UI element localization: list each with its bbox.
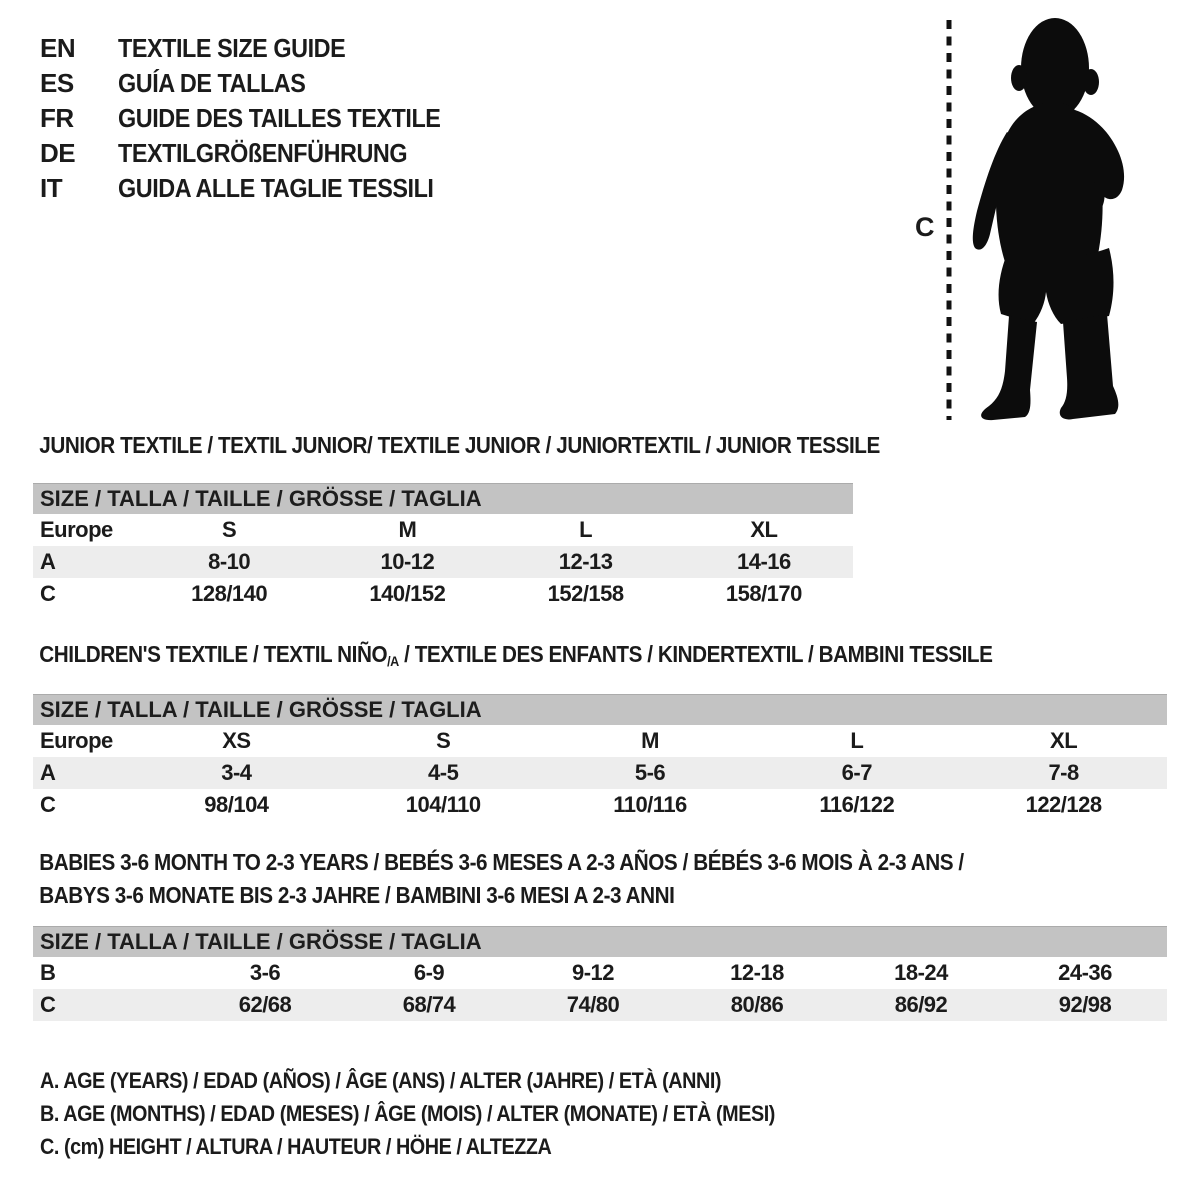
height-dashed-line-icon	[946, 20, 952, 420]
value-cell: 62/68	[238, 992, 292, 1017]
size-header-label: SIZE / TALLA / TAILLE / GRÖSSE / TAGLIA	[40, 486, 482, 511]
value-cell: 110/116	[613, 792, 687, 817]
lang-code: IT	[40, 173, 63, 203]
row-label-c: C	[40, 792, 56, 817]
babies-section-title-line1: BABIES 3-6 MONTH TO 2-3 YEARS / BEBÉS 3-6 MESES A 2-3 AÑOS / BÉBÉS 3-6 MOIS À 2-3 ANS /	[39, 849, 964, 875]
row-label-c: C	[40, 992, 56, 1017]
guide-title: GUIDE DES TAILLES TEXTILE	[118, 103, 441, 133]
junior-sizes-row	[33, 514, 853, 546]
babies-height-row	[33, 989, 1167, 1021]
lang-row-fr	[40, 101, 476, 136]
junior-age-row	[33, 546, 853, 578]
value-cell: 12-18	[730, 960, 784, 985]
value-cell: 152/158	[547, 581, 624, 606]
value-cell: 140/152	[369, 581, 446, 606]
row-label-c: C	[40, 581, 56, 606]
children-title-pre: CHILDREN'S TEXTILE / TEXTIL NIÑO	[39, 641, 388, 667]
value-cell: 74/80	[566, 992, 620, 1017]
lang-row-it	[40, 171, 476, 206]
lang-row-de	[40, 136, 476, 171]
value-cell: 9-12	[571, 960, 615, 985]
children-height-row	[33, 789, 1167, 821]
children-age-row	[33, 757, 1167, 789]
lang-code: FR	[40, 103, 74, 133]
value-cell: 92/98	[1058, 992, 1112, 1017]
value-cell: 98/104	[204, 792, 269, 817]
babies-months-row	[33, 957, 1167, 989]
value-cell: 6-7	[841, 760, 872, 785]
section-junior-textile	[33, 432, 880, 610]
size-cell: M	[641, 728, 659, 753]
legend-line-b: B. AGE (MONTHS) / EDAD (MESES) / ÂGE (MOIS) / ALTER (MONATE) / ETÀ (MESI)	[40, 1101, 775, 1126]
junior-height-row	[33, 578, 853, 610]
value-cell: 12-13	[558, 549, 613, 574]
region-row-label: Europe	[40, 517, 113, 542]
size-cell: L	[579, 517, 593, 542]
row-label-a: A	[40, 549, 56, 574]
legend	[40, 1064, 857, 1163]
value-cell: 80/86	[730, 992, 784, 1017]
guide-title: GUIDA ALLE TAGLIE TESSILI	[118, 173, 434, 203]
value-cell: 7-8	[1048, 760, 1079, 785]
value-cell: 10-12	[380, 549, 435, 574]
legend-line-c: C. (cm) HEIGHT / ALTURA / HAUTEUR / HÖHE / ALTEZZA	[40, 1134, 552, 1159]
value-cell: 3-6	[249, 960, 281, 985]
height-measure-label: C	[915, 212, 935, 242]
children-size-header-bar	[33, 694, 1167, 725]
legend-line-a: A. AGE (YEARS) / EDAD (AÑOS) / ÂGE (ANS) / ALTER (JAHRE) / ETÀ (ANNI)	[40, 1068, 722, 1093]
babies-size-header-bar	[33, 926, 1167, 957]
region-row-label: Europe	[40, 728, 113, 753]
value-cell: 18-24	[894, 960, 948, 985]
size-cell: M	[398, 517, 417, 542]
value-cell: 14-16	[736, 549, 791, 574]
junior-size-header-bar	[33, 483, 853, 514]
lang-row-es	[40, 66, 476, 101]
babies-section-title-line2: BABYS 3-6 MONATE BIS 2-3 JAHRE / BAMBINI 3-6 MESI A 2-3 ANNI	[39, 882, 675, 908]
children-title-sub: /A	[387, 653, 399, 669]
value-cell: 4-5	[428, 760, 459, 785]
guide-title: GUÍA DE TALLAS	[118, 68, 306, 98]
size-cell: S	[222, 517, 237, 542]
section-babies-textile	[33, 849, 1167, 1021]
value-cell: 24-36	[1058, 960, 1112, 985]
size-cell: S	[436, 728, 451, 753]
children-sizes-row	[33, 725, 1167, 757]
value-cell: 122/128	[1025, 792, 1102, 817]
lang-code: EN	[40, 33, 76, 63]
value-cell: 128/140	[191, 581, 268, 606]
value-cell: 116/122	[819, 792, 895, 817]
value-cell: 86/92	[894, 992, 948, 1017]
junior-section-title: JUNIOR TEXTILE / TEXTIL JUNIOR/ TEXTILE JUNIOR / JUNIORTEXTIL / JUNIOR TESSILE	[39, 432, 880, 458]
toddler-silhouette-icon	[963, 16, 1133, 422]
children-section-title	[33, 641, 1054, 670]
size-cell: XS	[222, 728, 251, 753]
value-cell: 68/74	[402, 992, 456, 1017]
value-cell: 104/110	[405, 792, 481, 817]
row-label-a: A	[40, 760, 56, 785]
size-cell: L	[850, 728, 864, 753]
lang-code: DE	[40, 138, 76, 168]
guide-title: TEXTILE SIZE GUIDE	[118, 33, 346, 63]
value-cell: 158/170	[725, 581, 802, 606]
lang-code: ES	[40, 68, 74, 98]
children-title-post: / TEXTILE DES ENFANTS / KINDERTEXTIL / BAMBINI TESSILE	[398, 641, 993, 667]
language-title-list	[40, 31, 476, 206]
value-cell: 8-10	[208, 549, 251, 574]
size-cell: XL	[1050, 728, 1078, 753]
row-label-b: B	[40, 960, 56, 985]
guide-title: TEXTILGRÖßENFÜHRUNG	[118, 138, 408, 168]
value-cell: 5-6	[634, 760, 666, 785]
size-header-label: SIZE / TALLA / TAILLE / GRÖSSE / TAGLIA	[40, 929, 482, 954]
size-cell: XL	[750, 517, 778, 542]
value-cell: 6-9	[413, 960, 445, 985]
size-header-label: SIZE / TALLA / TAILLE / GRÖSSE / TAGLIA	[40, 697, 482, 722]
lang-row-en	[40, 31, 476, 66]
value-cell: 3-4	[221, 760, 252, 785]
section-childrens-textile	[33, 641, 1167, 821]
